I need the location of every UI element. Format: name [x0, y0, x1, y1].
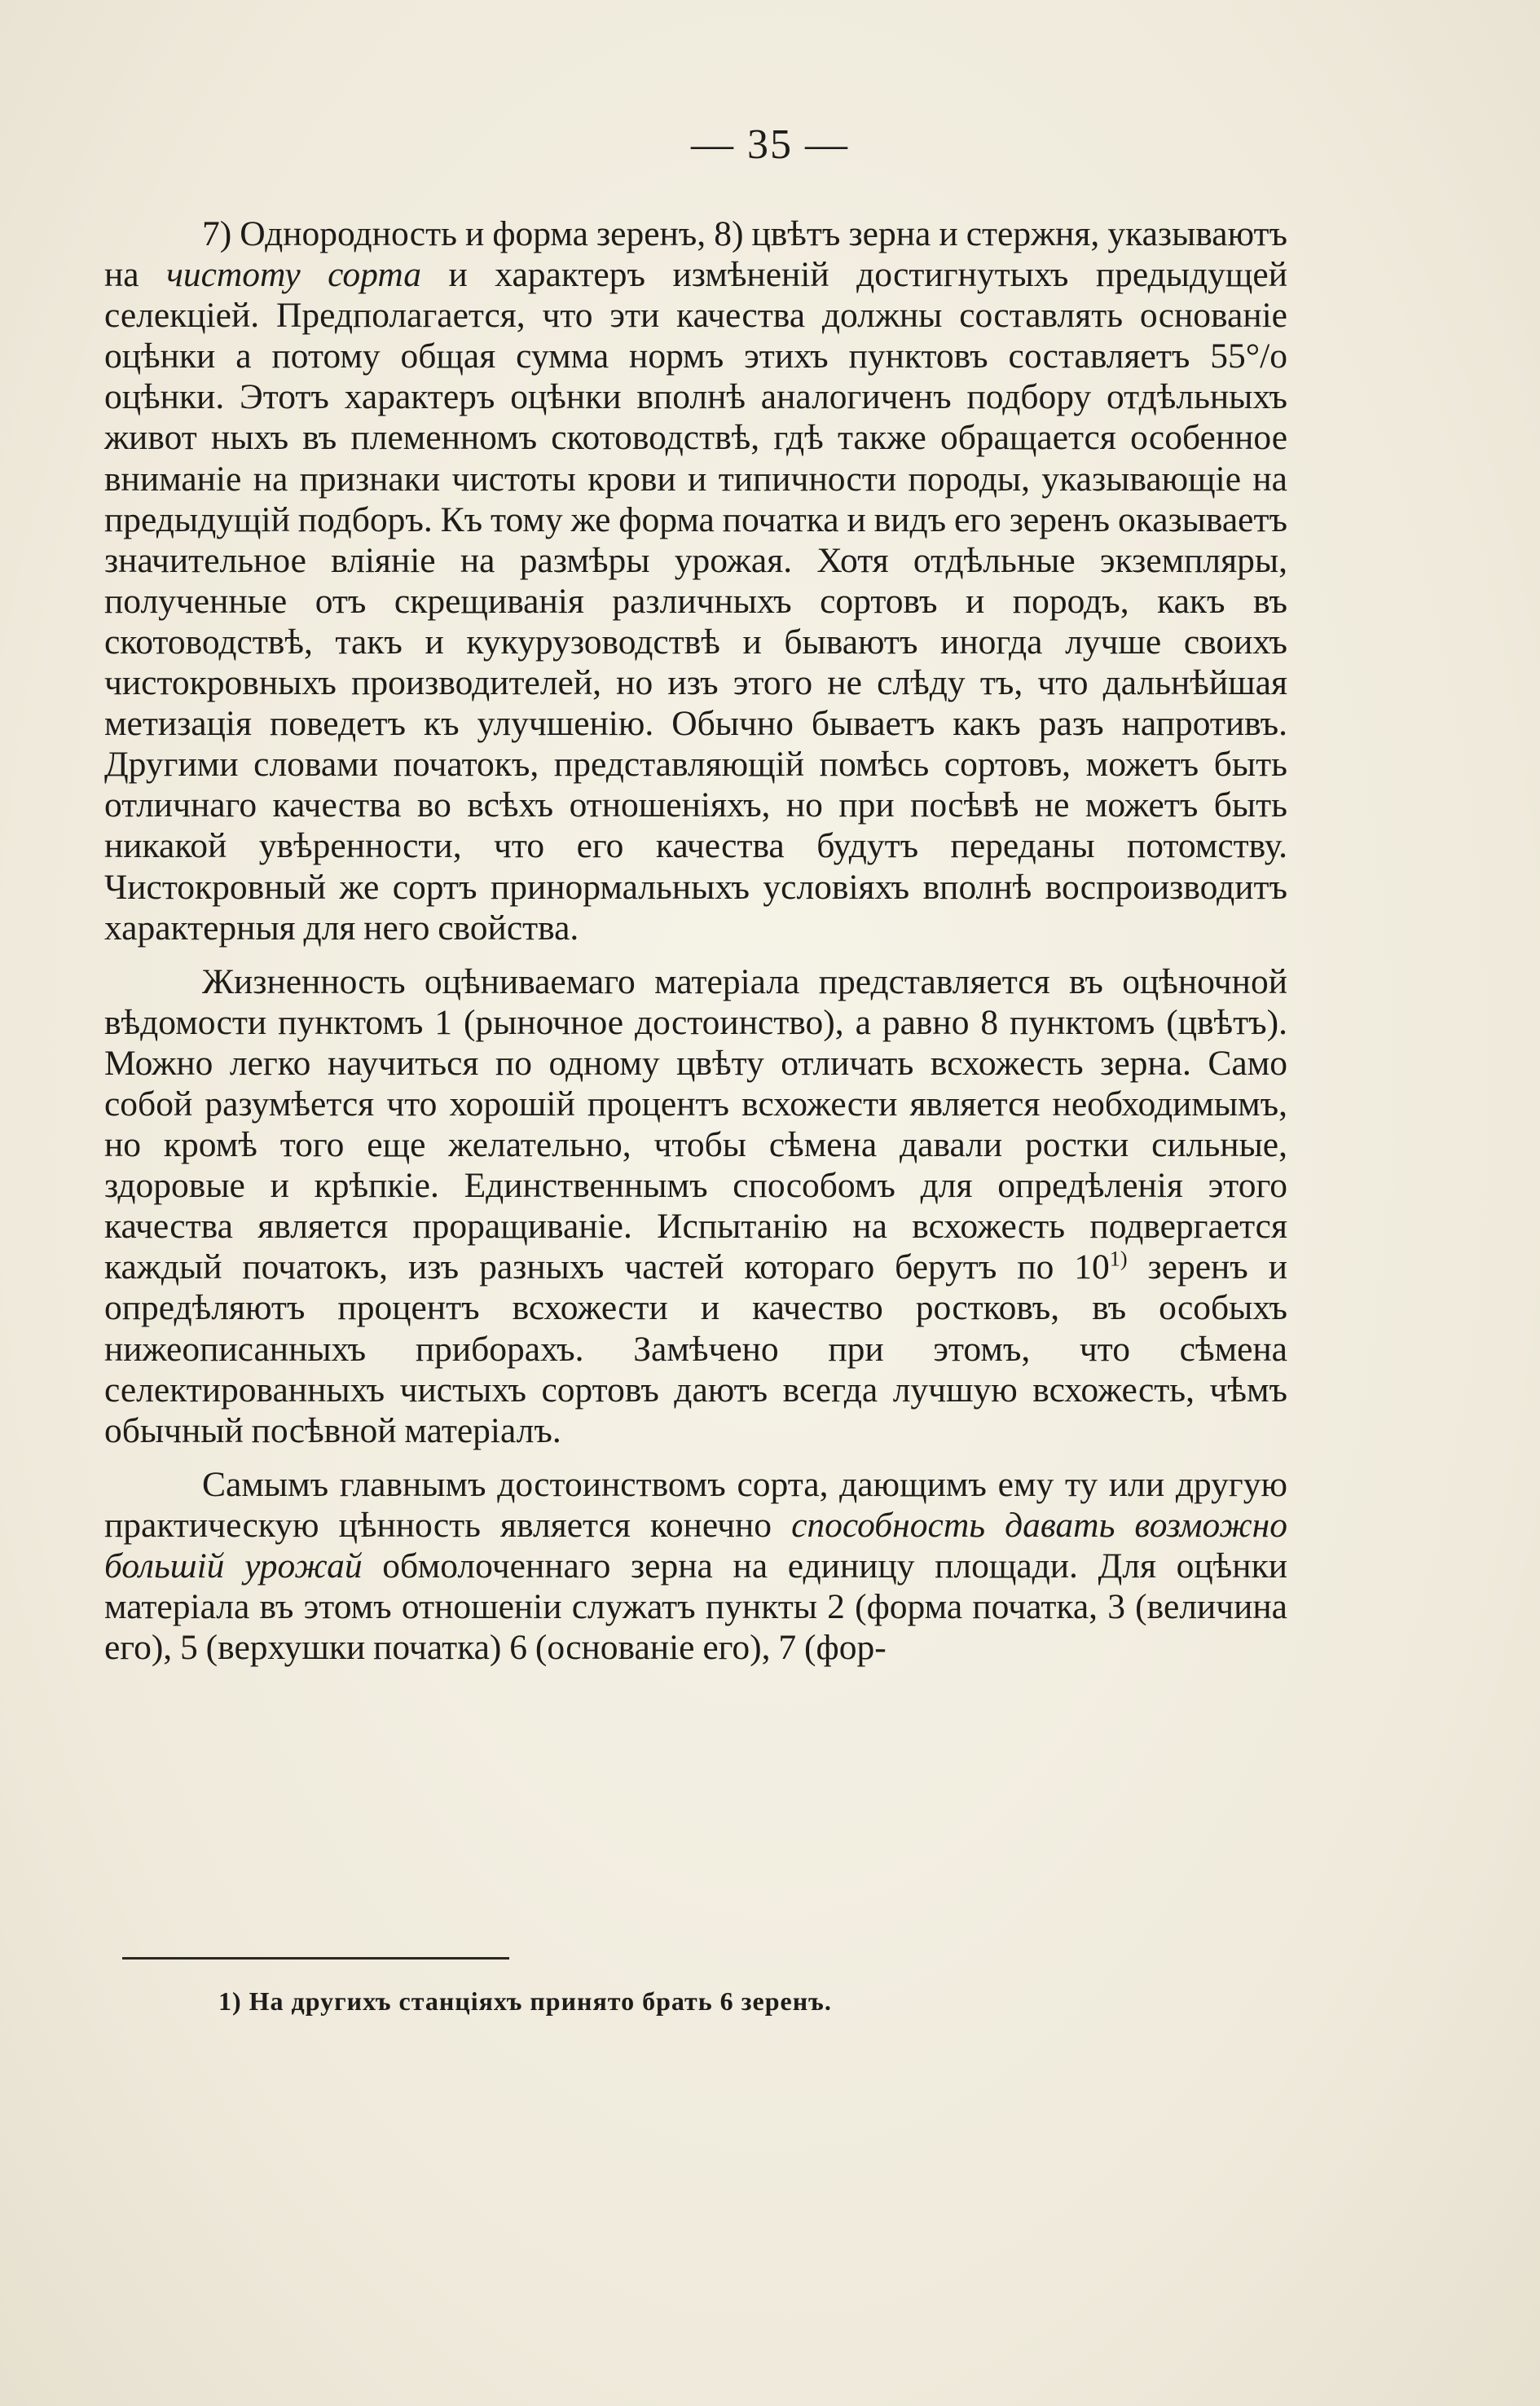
- emphasis-yield-ability: способность давать возможно большій урожай: [104, 1505, 1288, 1586]
- footnote-marker: 1): [218, 1986, 242, 2016]
- text-segment: зеренъ и опредѣляютъ процентъ всхожести и качество ростковъ, въ особыхъ нижеописанныхъ приборахъ. Замѣчено при этомъ, что сѣмена селектированныхъ чистыхъ сортовъ даютъ всегда лучшую всхожесть, чѣмъ обычный посѣвной матеріалъ.: [104, 1247, 1287, 1450]
- page-number: — 35 —: [691, 121, 849, 168]
- footnote: [218, 1986, 832, 2017]
- footnote-reference: 1): [1109, 1247, 1128, 1271]
- text-segment: и характеръ измѣненій достигнутыхъ предыдущей селекціей. Предполагается, что эти качества должны составлять основаніе оцѣнки а потому общая сумма нормъ этихъ пунктовъ составляетъ 55°/о оцѣнки. Этотъ характеръ оцѣнки вполнѣ аналогиченъ подбору отдѣльныхъ живот ныхъ въ племенномъ скотоводствѣ, гдѣ также обращается особенное вниманіе на признаки чистоты крови и типичности породы, указывающіе на предыдущій подборъ. Къ тому же форма початка и видъ его зеренъ оказываетъ значительное вліяніе на размѣры урожая. Хотя отдѣльные экземпляры, полученные отъ скрещиванія различныхъ сортовъ и породъ, какъ въ скотоводствѣ, такъ и кукурузоводствѣ и бываютъ иногда лучше своихъ чистокровныхъ производителей, но изъ этого не слѣду тъ, что дальнѣйшая метизація поведетъ къ улучшенію. Обычно бываетъ какъ разъ напротивъ. Другими словами початокъ, представляющій помѣсь сортовъ, можетъ быть отличнаго качества во всѣхъ отношеніяхъ, но при посѣвѣ не можетъ быть никакой увѣренности, что его качества будутъ переданы потомству. Чистокровный же сортъ принормальныхъ условіяхъ вполнѣ воспроизводитъ характерныя для него свойства.: [104, 255, 1287, 948]
- footnote-text: На другихъ станціяхъ принято брать 6 зеренъ.: [241, 1986, 832, 2016]
- text-segment: Самымъ главнымъ достоинствомъ сорта, дающимъ ему ту или другую практическую цѣнность является конечно: [104, 1464, 1287, 1545]
- paragraph-1: [104, 213, 1287, 948]
- text-segment: Жизненность оцѣниваемаго матеріала представляется въ оцѣночной вѣдомости пунктомъ 1 (рыночное достоинство), а равно 8 пунктомъ (цвѣтъ). Можно легко научиться по одному цвѣту отличать всхожесть зерна. Само собой разумѣется что хорошій процентъ всхожести является необходимымъ, но кромѣ того еще желательно, чтобы сѣмена давали ростки сильные, здоровые и крѣпкіе. Единственнымъ способомъ для опредѣленія этого качества является проращиваніе. Испытанію на всхожесть подвергается каждый початокъ, изъ разныхъ частей котораго берутъ по 10: [104, 961, 1287, 1287]
- body-text: [104, 213, 1287, 1668]
- text-segment: обмолоченнаго зерна на единицу площади. Для оцѣнки матеріала въ этомъ отношеніи служатъ пункты 2 (форма початка, 3 (величина его), 5 (верхушки початка) 6 (основаніе его), 7 (фор-: [104, 1546, 1287, 1668]
- text-segment: 7) Однородность и форма зеренъ, 8) цвѣтъ зерна и стержня, указываютъ на: [104, 214, 1287, 295]
- paragraph-3: [104, 1464, 1287, 1668]
- paragraph-2: [104, 961, 1287, 1451]
- footnote-divider: [122, 1957, 509, 1960]
- emphasis-pure-variety: чистоту сорта: [166, 255, 422, 295]
